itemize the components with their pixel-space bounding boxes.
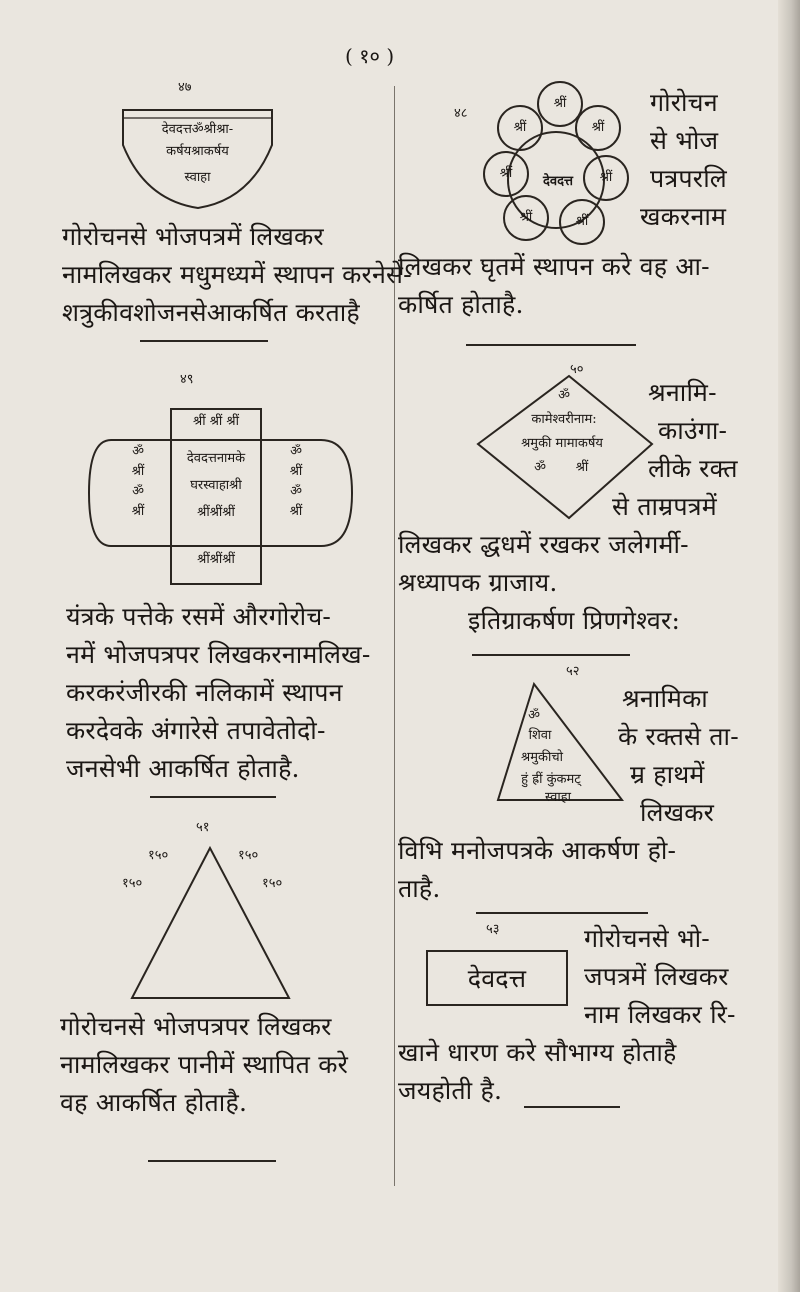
ex47-text-line-3: शत्रुकीवशोजनसेआकर्षित करताहै (62, 298, 360, 327)
section-rule (148, 1160, 276, 1162)
yantra-left-3: ॐ (132, 484, 144, 499)
triangle-label-3: १५० (122, 876, 143, 891)
triangle52-line-2: शिवा (528, 728, 552, 743)
ex51-text-line-1: गोरोचनसे भोजपत्रपर लिखकर (60, 1012, 332, 1041)
ex48-side-4: खकरनाम (640, 202, 727, 231)
ex53-text-line-2: जयहोती है. (398, 1076, 503, 1105)
diamond-line-5: श्रीं (575, 460, 589, 475)
yantra-left-2: श्रीं (131, 464, 145, 479)
section-rule (140, 340, 268, 342)
example-number-49: ४९ (180, 372, 194, 387)
ex50-side-2: काउंगा- (658, 416, 728, 445)
ex48-text-line-2: कर्षित होताहै. (398, 290, 524, 319)
ex49-text-line-5: जनसेभी आकर्षित होताहै. (66, 754, 300, 783)
shield-line-3: स्वाहा (184, 170, 211, 185)
page-edge-shadow (778, 0, 800, 1292)
section-rule (466, 344, 636, 346)
circle-label-3: श्रीं (591, 120, 605, 135)
circle-label-6: श्रीं (519, 210, 533, 225)
triangle-label-2: १५० (238, 848, 259, 863)
yantra-left-1: ॐ (132, 444, 144, 459)
example-number-51: ५१ (196, 820, 210, 835)
yantra-right-2: श्रीं (289, 464, 303, 479)
ex47-text-line-2: नामलिखकर मधुमध्यमें स्थापन करनेसे- (62, 260, 412, 289)
triangle52-line-4: हुं ह्रीं कुंकमट् (521, 772, 581, 787)
ex53-side-3: नाम लिखकर रि- (584, 1000, 736, 1029)
yantra-center-3: श्रींश्रींश्रीं (197, 505, 235, 520)
ex53-side-1: गोरोचनसे भो- (584, 924, 710, 953)
triangle52-line-1: ॐ (528, 708, 540, 723)
ex49-text-line-2: नमें भोजपत्रपर लिखकरनामलिख- (66, 640, 371, 669)
ex48-text-line-1: लिखकर घृतमें स्थापन करे वह आ- (398, 252, 710, 281)
ex50-text-line-2: श्रध्यापक ग्राजाय. (398, 568, 558, 597)
triangle52-line-3: श्रमुकीचो (521, 750, 563, 765)
yantra-bottom: श्रींश्रींश्रीं (197, 552, 235, 567)
ex51-text-line-3: वह आकर्षित होताहै. (60, 1088, 248, 1117)
shield-line-1: देवदत्तॐश्रीश्रा- (161, 122, 234, 137)
diamond-line-4: ॐ (534, 460, 546, 475)
circle-label-7: श्रीं (575, 214, 589, 229)
circle-label-2: श्रीं (513, 120, 527, 135)
triangle-label-1: १५० (148, 848, 169, 863)
ex49-text-line-3: करकरंजीरकी नलिकामें स्थापन (66, 678, 343, 707)
yantra-center-1: देवदत्तनामके (186, 451, 246, 466)
ex51-text-line-2: नामलिखकर पानीमें स्थापित करे (60, 1050, 349, 1079)
diamond-line-1: ॐ (558, 388, 570, 403)
section-rule (150, 796, 276, 798)
diamond-line-2: कामेश्वरीनाम: (531, 412, 597, 427)
ex50-text-line-1: लिखकर द्धधमें रखकर जलेगर्मी- (398, 530, 689, 559)
ex52-text-line-2: ताहै. (398, 874, 441, 903)
yantra-right-1: ॐ (290, 444, 302, 459)
triangle-diagram-51 (128, 844, 293, 1002)
ex53-text-line-1: खाने धारण करे सौभाग्य होताहै (398, 1038, 677, 1067)
ex47-text-line-1: गोरोचनसे भोजपत्रमें लिखकर (62, 222, 324, 251)
ex48-side-3: पत्रपरलि (650, 164, 727, 193)
circle-label-1: श्रीं (553, 96, 567, 111)
column-divider (394, 86, 395, 1186)
example-number-48: ४८ (454, 106, 468, 121)
example-number-52: ५२ (566, 664, 580, 679)
example-number-47: ४७ (178, 80, 192, 95)
circle-label-4: श्रीं (499, 166, 513, 181)
circle-label-5: श्रीं (599, 170, 613, 185)
yantra-center-2: घरस्वाहाश्री (190, 478, 242, 493)
example-number-50: ५० (570, 362, 584, 377)
name-box-label: देवदत्त (467, 964, 527, 993)
ex52-side-2: के रक्तसे ता- (618, 722, 739, 751)
ex48-side-1: गोरोचन (650, 88, 718, 117)
yantra-right-4: श्रीं (289, 504, 303, 519)
ex52-side-4: लिखकर (640, 798, 715, 827)
ex50-side-1: श्रनामि- (648, 378, 717, 407)
ex50-text-line-3: इतिग्राकर्षण प्रिणगेश्वर: (468, 606, 681, 635)
triangle-label-4: १५० (262, 876, 283, 891)
yantra-top: श्रीं श्रीं श्रीं (193, 414, 239, 429)
page-number: ( १० ) (345, 44, 395, 68)
ex53-side-2: जपत्रमें लिखकर (584, 962, 729, 991)
yantra-left-4: श्रीं (131, 504, 145, 519)
ex49-text-line-4: करदेवके अंगारेसे तपावेतोदो- (66, 716, 326, 745)
example-number-53: ५३ (486, 922, 500, 937)
circle-center: देवदत्त (542, 174, 574, 189)
ex50-side-3: लीके रक्त (648, 454, 738, 483)
triangle52-line-5: स्वाहा (545, 790, 571, 805)
diamond-line-3: श्रमुकी मामाकर्षय (521, 436, 603, 451)
ex49-text-line-1: यंत्रके पत्तेके रसमें औरगोरोच- (66, 602, 332, 631)
ex52-side-1: श्रनामिका (622, 684, 708, 713)
shield-line-2: कर्षयश्राकर्षय (166, 144, 229, 159)
yantra-right-3: ॐ (290, 484, 302, 499)
ex48-side-2: से भोज (650, 126, 719, 155)
ex50-side-4: से ताम्रपत्रमें (612, 492, 717, 521)
section-rule (472, 654, 630, 656)
section-rule (524, 1106, 620, 1108)
ex52-text-line-1: विभि मनोजपत्रके आकर्षण हो- (398, 836, 677, 865)
section-rule (476, 912, 648, 914)
ex52-side-3: म्र हाथमें (630, 760, 705, 789)
